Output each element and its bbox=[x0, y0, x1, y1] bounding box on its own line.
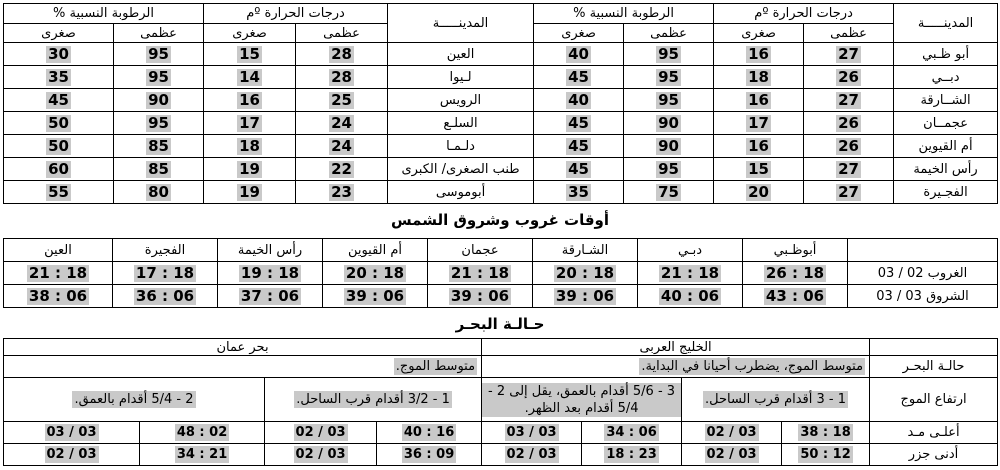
humidity-min-cell bbox=[534, 135, 624, 158]
sunrise-time-cell bbox=[113, 285, 218, 308]
min-header: صغرى bbox=[204, 24, 296, 43]
temp-max: 23 bbox=[331, 183, 352, 201]
sunset-time: 18 : 21 bbox=[660, 264, 720, 282]
humidity-min-cell bbox=[4, 66, 114, 89]
temp-max: 26 bbox=[838, 137, 859, 155]
temp-min-cell bbox=[714, 66, 804, 89]
humidity-min-cell bbox=[534, 66, 624, 89]
temp-max: 22 bbox=[331, 160, 352, 178]
temp-min-cell bbox=[204, 112, 296, 135]
humidity-max: 85 bbox=[148, 137, 169, 155]
humidity-max: 90 bbox=[658, 114, 679, 132]
sun-city-name: أبوظـبي bbox=[743, 239, 848, 262]
oman-sea-state: متوسط الموج. bbox=[395, 359, 476, 374]
sea-state-table bbox=[3, 338, 998, 466]
oman-sea-header: بحر عمان bbox=[4, 339, 482, 356]
temp-max: 27 bbox=[838, 91, 859, 109]
sun-city-name: أم القيوين bbox=[323, 239, 428, 262]
humidity-min: 40 bbox=[568, 91, 589, 109]
city-name: دبــي bbox=[894, 66, 998, 89]
humidity-max: 95 bbox=[658, 160, 679, 178]
humidity-max-cell bbox=[114, 112, 204, 135]
sunset-time: 18 : 17 bbox=[135, 264, 195, 282]
temp-max: 27 bbox=[838, 45, 859, 63]
sunset-time: 18 : 26 bbox=[765, 264, 825, 282]
sunrise-time-cell bbox=[743, 285, 848, 308]
temp-min-cell bbox=[714, 158, 804, 181]
sunrise-time-cell bbox=[638, 285, 743, 308]
sunset-time-cell bbox=[533, 262, 638, 285]
humidity-min-cell bbox=[534, 158, 624, 181]
sunrise-time: 06 : 43 bbox=[765, 287, 825, 305]
city-name: أبو ظـبي bbox=[894, 43, 998, 66]
temp-max-cell bbox=[296, 43, 388, 66]
city-name: الرويس bbox=[388, 89, 534, 112]
sunset-time-cell bbox=[743, 262, 848, 285]
sunrise-date-label: الشروق 03 / 03 bbox=[848, 285, 998, 308]
temp-max: 24 bbox=[331, 114, 352, 132]
table-row bbox=[4, 66, 998, 89]
humidity-min: 50 bbox=[48, 114, 69, 132]
gulf-wave-deep: 3 - 5/6 أقدام بالعمق، يقل إلى 2 - 5/4 أقدام بعد الظهر. bbox=[482, 383, 681, 417]
temp-max-cell bbox=[804, 181, 894, 204]
tide-value: 02 : 48 bbox=[176, 425, 228, 440]
sunset-time: 18 : 20 bbox=[555, 264, 615, 282]
gulf-sea-state: متوسط الموج، يضطرب أحيانا في البداية. bbox=[641, 359, 864, 374]
temp-min-cell bbox=[714, 181, 804, 204]
table-row bbox=[4, 158, 998, 181]
oman-wave-deep: 2 - 5/4 أقدام بالعمق. bbox=[74, 392, 194, 407]
temp-max-cell bbox=[804, 66, 894, 89]
temp-min-cell bbox=[714, 89, 804, 112]
gulf-wave-near: 1 - 3 أقدام قرب الساحل. bbox=[705, 392, 847, 407]
city-name: السلـع bbox=[388, 112, 534, 135]
city-name: أبوموسى bbox=[388, 181, 534, 204]
humidity-min-cell bbox=[534, 89, 624, 112]
humidity-min-cell bbox=[4, 43, 114, 66]
max-header: عظمى bbox=[296, 24, 388, 43]
tide-value: 03 / 02 bbox=[46, 447, 97, 462]
sunrise-time: 06 : 39 bbox=[450, 287, 510, 305]
table-row bbox=[4, 135, 998, 158]
humidity-max-cell bbox=[624, 66, 714, 89]
sunrise-time: 06 : 38 bbox=[28, 287, 88, 305]
temp-max-cell bbox=[804, 43, 894, 66]
sea-state-label: حالـة البحـر bbox=[870, 356, 998, 378]
temp-min-cell bbox=[204, 181, 296, 204]
sunset-time: 18 : 21 bbox=[28, 264, 88, 282]
humidity-min-cell bbox=[4, 89, 114, 112]
humidity-header: الرطوبة النسبية % bbox=[534, 4, 714, 24]
tide-value: 06 : 34 bbox=[606, 425, 657, 440]
high-tide-label: أعلـى مـد bbox=[870, 422, 998, 444]
temp-min: 18 bbox=[239, 137, 260, 155]
sunset-time-cell bbox=[4, 262, 113, 285]
table-row bbox=[4, 181, 998, 204]
sea-state-title: حـالـة البحـر bbox=[455, 315, 545, 333]
city-header: المدينـــــة bbox=[894, 4, 998, 43]
humidity-max: 95 bbox=[658, 68, 679, 86]
humidity-min: 45 bbox=[568, 68, 589, 86]
temp-min: 16 bbox=[748, 45, 769, 63]
humidity-min-cell bbox=[4, 135, 114, 158]
temp-max-cell bbox=[804, 112, 894, 135]
sun-city-name: رأس الخيمة bbox=[218, 239, 323, 262]
tide-value: 18 : 38 bbox=[800, 425, 851, 440]
temp-max-cell bbox=[296, 89, 388, 112]
sunrise-time: 06 : 37 bbox=[240, 287, 300, 305]
tide-value: 09 : 36 bbox=[403, 447, 455, 462]
city-name: أم القيوين bbox=[894, 135, 998, 158]
temp-min-cell bbox=[714, 135, 804, 158]
temp-min: 17 bbox=[748, 114, 769, 132]
humidity-min-cell bbox=[4, 158, 114, 181]
temp-max-cell bbox=[804, 158, 894, 181]
max-header: عظمى bbox=[114, 24, 204, 43]
city-name: دلـمـا bbox=[388, 135, 534, 158]
sun-city-name: عجمان bbox=[428, 239, 533, 262]
temperature-header: درجات الحرارة ºم bbox=[714, 4, 894, 24]
humidity-max: 95 bbox=[658, 91, 679, 109]
humidity-min-cell bbox=[534, 43, 624, 66]
temp-max-cell bbox=[804, 135, 894, 158]
humidity-min: 45 bbox=[48, 91, 69, 109]
tide-value: 23 : 18 bbox=[606, 447, 657, 462]
humidity-min: 30 bbox=[48, 45, 69, 63]
tide-value: 03 / 02 bbox=[295, 447, 346, 462]
sunset-time: 18 : 21 bbox=[450, 264, 510, 282]
temp-min: 19 bbox=[239, 183, 260, 201]
humidity-min: 45 bbox=[568, 160, 589, 178]
humidity-min: 45 bbox=[568, 137, 589, 155]
humidity-min: 35 bbox=[48, 68, 69, 86]
city-name: الفجـيرة bbox=[894, 181, 998, 204]
city-name: العين bbox=[388, 43, 534, 66]
temp-max-cell bbox=[804, 89, 894, 112]
tide-value: 12 : 50 bbox=[800, 447, 851, 462]
tide-value: 16 : 40 bbox=[403, 425, 455, 440]
humidity-max-cell bbox=[624, 135, 714, 158]
sunset-time: 18 : 19 bbox=[240, 264, 300, 282]
sunset-time-cell bbox=[113, 262, 218, 285]
sun-city-name: دبـي bbox=[638, 239, 743, 262]
humidity-min: 35 bbox=[568, 183, 589, 201]
humidity-max-cell bbox=[624, 43, 714, 66]
sunrise-time-cell bbox=[428, 285, 533, 308]
sun-city-name: الشـارقة bbox=[533, 239, 638, 262]
sunrise-time-cell bbox=[533, 285, 638, 308]
humidity-max-cell bbox=[114, 66, 204, 89]
arabian-gulf-header: الخليج العربى bbox=[482, 339, 870, 356]
humidity-max-cell bbox=[624, 158, 714, 181]
temp-min: 18 bbox=[748, 68, 769, 86]
sun-times-title: أوقات غروب وشروق الشمس bbox=[390, 211, 610, 229]
temp-max-cell bbox=[296, 135, 388, 158]
min-header: صغرى bbox=[4, 24, 114, 43]
humidity-min: 40 bbox=[568, 45, 589, 63]
humidity-min: 50 bbox=[48, 137, 69, 155]
temp-min-cell bbox=[714, 112, 804, 135]
humidity-min-cell bbox=[534, 112, 624, 135]
humidity-max-cell bbox=[114, 135, 204, 158]
table-row bbox=[4, 112, 998, 135]
min-header: صغرى bbox=[534, 24, 624, 43]
humidity-max: 95 bbox=[148, 114, 169, 132]
temp-max: 28 bbox=[331, 68, 352, 86]
sunrise-time: 06 : 40 bbox=[660, 287, 720, 305]
humidity-max-cell bbox=[624, 89, 714, 112]
temperature-header: درجات الحرارة ºم bbox=[204, 4, 388, 24]
sunrise-time: 06 : 36 bbox=[135, 287, 195, 305]
city-name: لـيوا bbox=[388, 66, 534, 89]
humidity-max-cell bbox=[114, 43, 204, 66]
humidity-min-cell bbox=[4, 181, 114, 204]
table-row bbox=[4, 43, 998, 66]
low-tide-label: أدنى جزر bbox=[870, 444, 998, 466]
city-name: رأس الخيمة bbox=[894, 158, 998, 181]
sun-city-name: العين bbox=[4, 239, 113, 262]
tide-value: 03 / 03 bbox=[506, 425, 557, 440]
min-header: صغرى bbox=[714, 24, 804, 43]
humidity-max: 90 bbox=[658, 137, 679, 155]
sunrise-time-cell bbox=[4, 285, 113, 308]
temp-min: 14 bbox=[239, 68, 260, 86]
humidity-max-cell bbox=[114, 181, 204, 204]
tide-value: 21 : 34 bbox=[176, 447, 228, 462]
tide-value: 03 / 03 bbox=[46, 425, 97, 440]
temp-max-cell bbox=[296, 66, 388, 89]
temp-min: 19 bbox=[239, 160, 260, 178]
humidity-max: 90 bbox=[148, 91, 169, 109]
temp-max: 25 bbox=[331, 91, 352, 109]
humidity-header: الرطوبة النسبية % bbox=[4, 4, 204, 24]
temp-min-cell bbox=[204, 135, 296, 158]
sun-times-table bbox=[3, 238, 998, 308]
sunset-date-label: الغروب 02 / 03 bbox=[848, 262, 998, 285]
sun-city-name: الفجيرة bbox=[113, 239, 218, 262]
max-header: عظمى bbox=[624, 24, 714, 43]
humidity-max: 95 bbox=[148, 68, 169, 86]
sunset-time-cell bbox=[218, 262, 323, 285]
sunset-time-cell bbox=[638, 262, 743, 285]
humidity-max: 80 bbox=[148, 183, 169, 201]
humidity-min: 55 bbox=[48, 183, 69, 201]
temp-max-cell bbox=[296, 158, 388, 181]
temp-min: 16 bbox=[239, 91, 260, 109]
humidity-max-cell bbox=[624, 112, 714, 135]
humidity-min-cell bbox=[4, 112, 114, 135]
weather-table bbox=[3, 3, 998, 204]
tide-value: 03 / 02 bbox=[295, 425, 346, 440]
sunset-time-cell bbox=[428, 262, 533, 285]
empty-corner-cell bbox=[848, 239, 998, 262]
sunset-time: 18 : 20 bbox=[345, 264, 405, 282]
max-header: عظمى bbox=[804, 24, 894, 43]
sunrise-time-cell bbox=[323, 285, 428, 308]
temp-max: 28 bbox=[331, 45, 352, 63]
humidity-max: 85 bbox=[148, 160, 169, 178]
temp-max-cell bbox=[296, 181, 388, 204]
tide-value: 03 / 02 bbox=[706, 447, 757, 462]
humidity-max-cell bbox=[624, 181, 714, 204]
humidity-min-cell bbox=[534, 181, 624, 204]
humidity-min: 45 bbox=[568, 114, 589, 132]
table-row bbox=[4, 89, 998, 112]
temp-min-cell bbox=[204, 43, 296, 66]
temp-max: 27 bbox=[838, 183, 859, 201]
temp-max-cell bbox=[296, 112, 388, 135]
humidity-max: 75 bbox=[658, 183, 679, 201]
humidity-max-cell bbox=[114, 158, 204, 181]
temp-min-cell bbox=[204, 158, 296, 181]
temp-max: 26 bbox=[838, 114, 859, 132]
city-name: الشــارقة bbox=[894, 89, 998, 112]
temp-min: 16 bbox=[748, 91, 769, 109]
temp-max: 27 bbox=[838, 160, 859, 178]
temp-min: 17 bbox=[239, 114, 260, 132]
temp-max: 24 bbox=[331, 137, 352, 155]
tide-value: 03 / 02 bbox=[706, 425, 757, 440]
temp-max: 26 bbox=[838, 68, 859, 86]
sunset-time-cell bbox=[323, 262, 428, 285]
humidity-max-cell bbox=[114, 89, 204, 112]
sunrise-time: 06 : 39 bbox=[555, 287, 615, 305]
humidity-max: 95 bbox=[148, 45, 169, 63]
temp-min: 20 bbox=[748, 183, 769, 201]
oman-wave-near: 1 - 3/2 أقدام قرب الساحل. bbox=[296, 392, 450, 407]
temp-min-cell bbox=[714, 43, 804, 66]
wave-height-label: ارتفاع الموج bbox=[870, 378, 998, 422]
temp-min: 15 bbox=[239, 45, 260, 63]
sunrise-time: 06 : 39 bbox=[345, 287, 405, 305]
humidity-min: 60 bbox=[48, 160, 69, 178]
city-name: عجمــان bbox=[894, 112, 998, 135]
tide-value: 03 / 02 bbox=[506, 447, 557, 462]
city-name: طنب الصغرى/ الكبرى bbox=[388, 158, 534, 181]
temp-min-cell bbox=[204, 89, 296, 112]
temp-min-cell bbox=[204, 66, 296, 89]
humidity-max: 95 bbox=[658, 45, 679, 63]
city-header: المدينـــــة bbox=[388, 4, 534, 43]
temp-min: 16 bbox=[748, 137, 769, 155]
sunrise-time-cell bbox=[218, 285, 323, 308]
temp-min: 15 bbox=[748, 160, 769, 178]
